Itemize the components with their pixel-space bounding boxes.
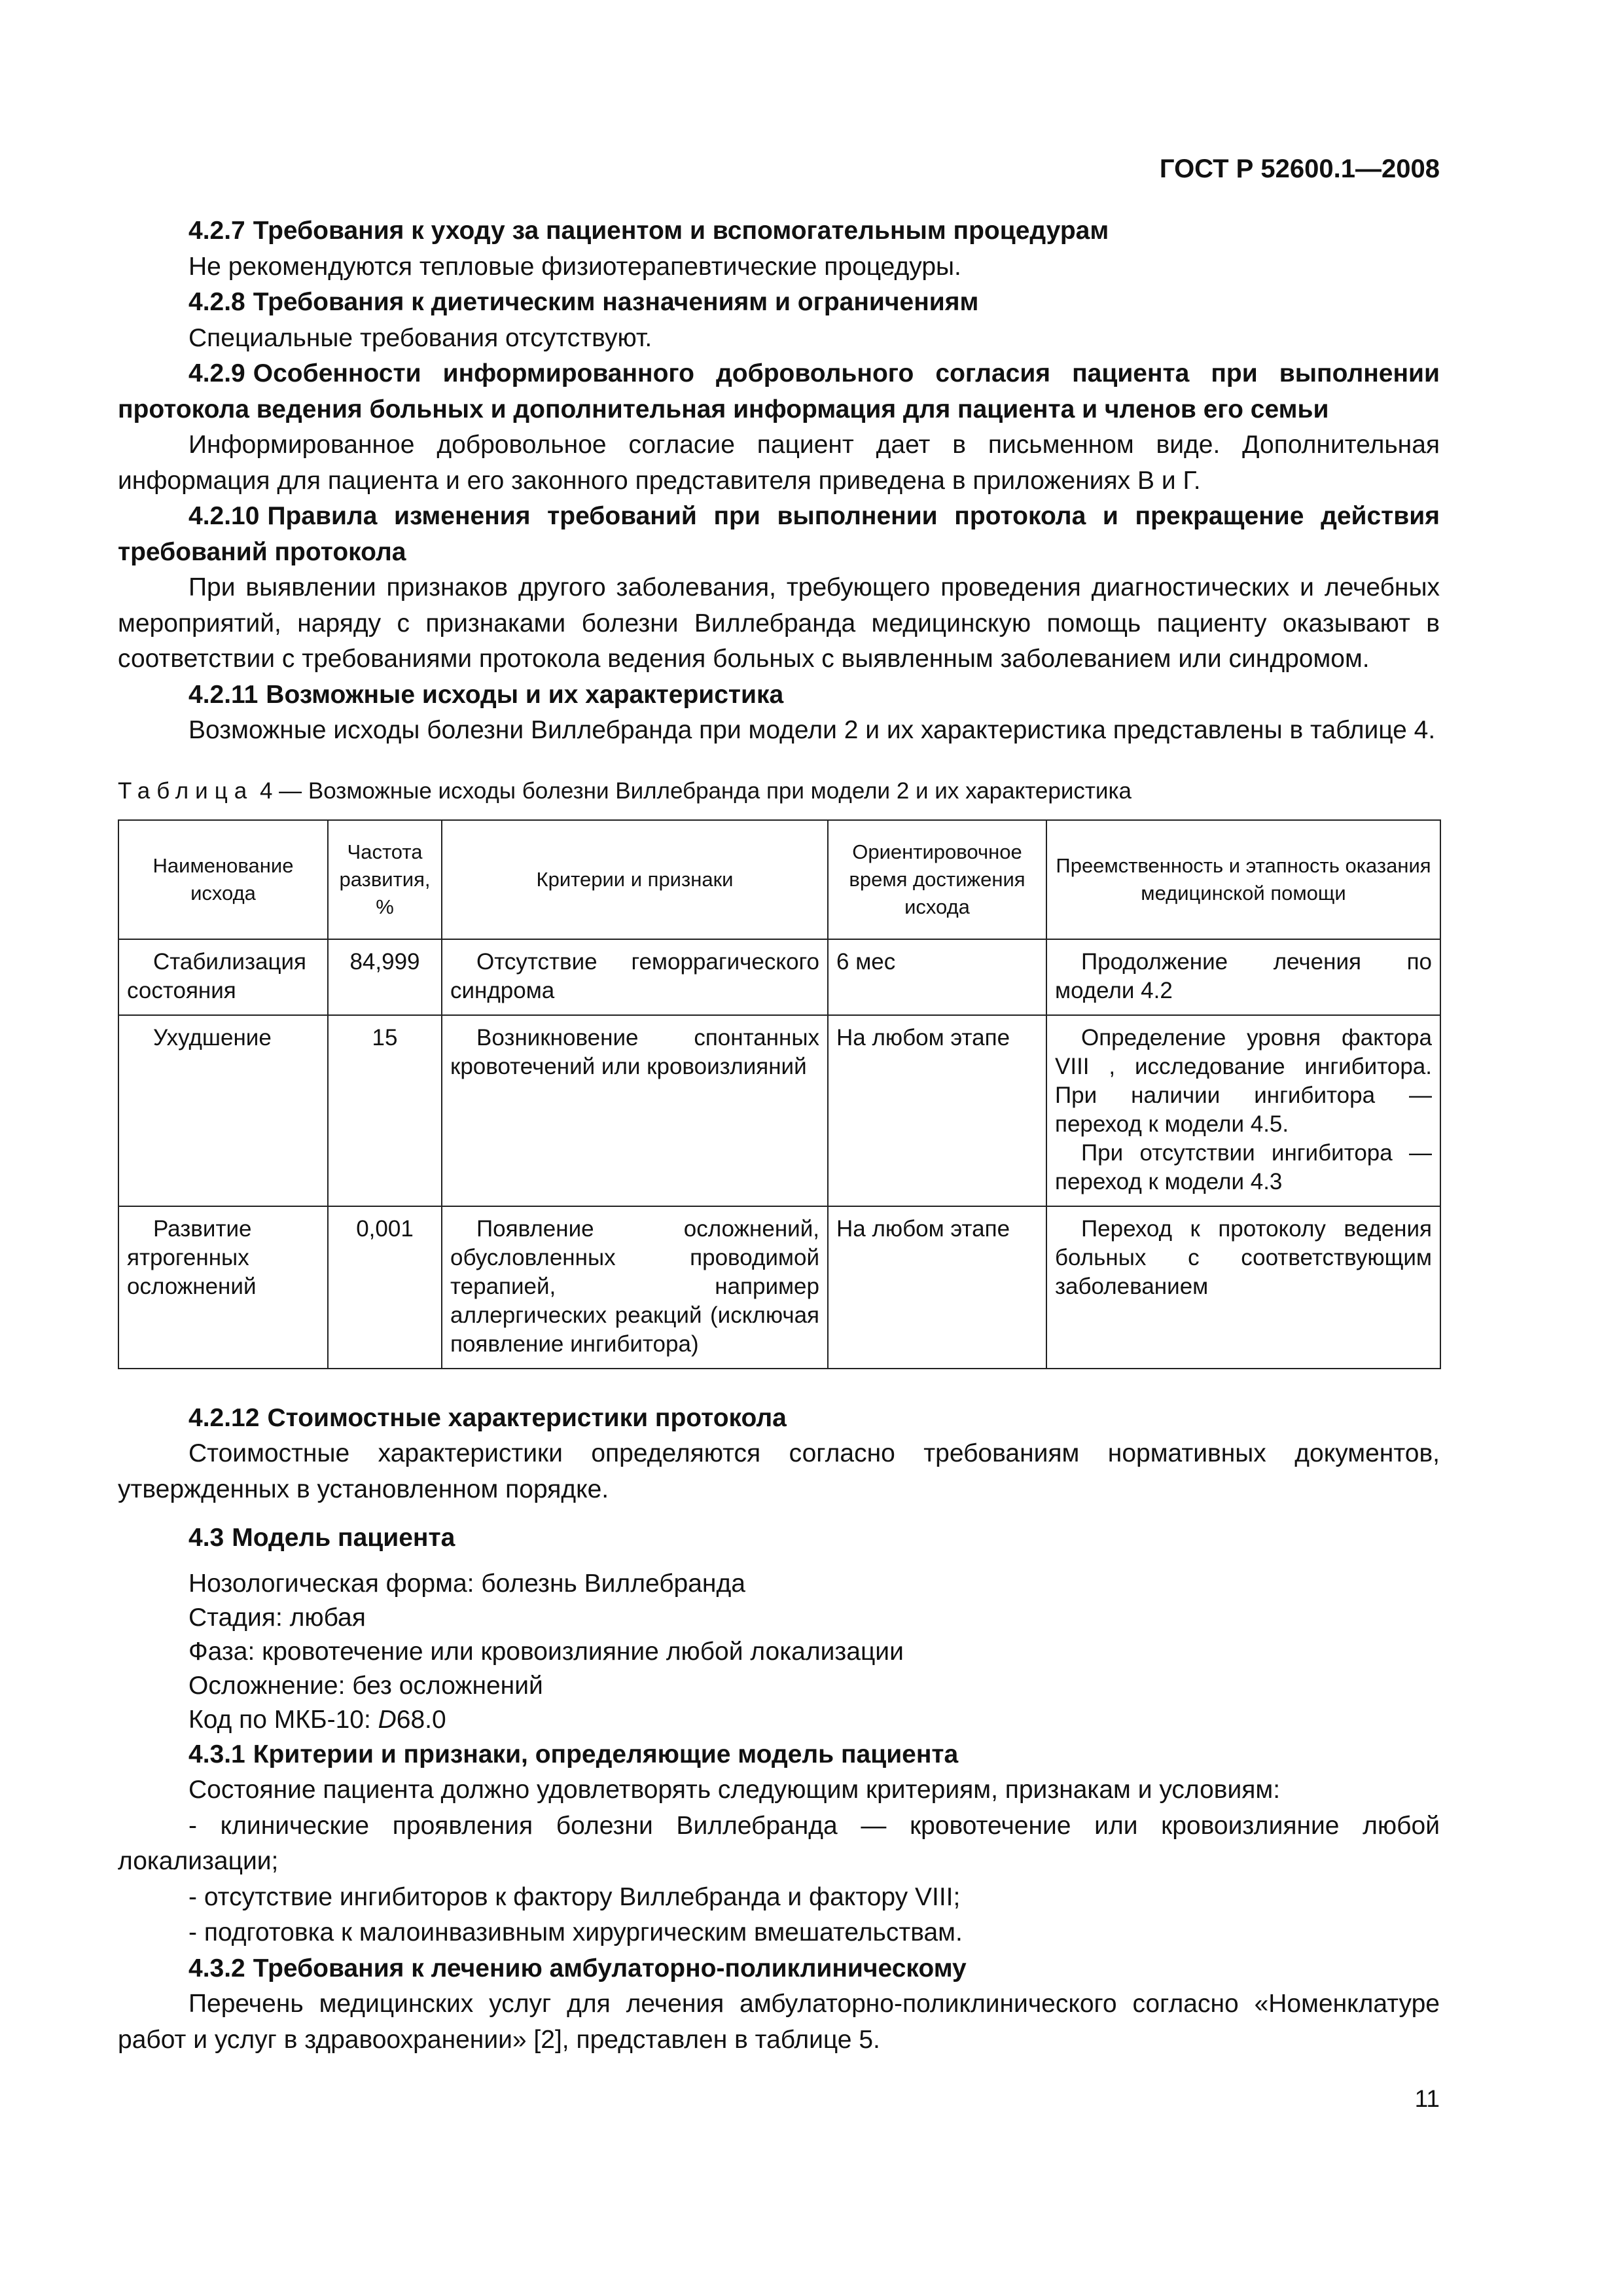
patient-model-list: [118, 1567, 1440, 1737]
section-4-2-12-text: Стоимостные характеристики определяются согласно требованиям нормативных документов, утвержденных в установленном порядке.: [118, 1439, 1440, 1503]
cell-continuity: [1046, 1015, 1440, 1206]
table-row: [118, 1206, 1440, 1369]
cell-time: На любом этапе: [828, 1015, 1046, 1206]
section-title: Правила изменения требований при выполнении протокола и прекращение действия требований протокола: [118, 502, 1440, 566]
section-number: 4.3.1: [188, 1740, 245, 1768]
icd-code-letter: D: [378, 1705, 397, 1734]
table-header-row: [118, 820, 1440, 939]
section-number: 4.2.11: [188, 680, 259, 709]
section-number: 4.2.9: [188, 359, 245, 387]
section-4-3-1-heading: [118, 1737, 1440, 1773]
section-title: Стоимостные характеристики протокола: [267, 1403, 787, 1432]
section-4-3-1-intro: Состояние пациента должно удовлетворять следующим критериям, признакам и условиям:: [188, 1776, 1281, 1804]
section-4-2-8-heading: [118, 285, 1440, 321]
model-line: Нозологическая форма: болезнь Виллебранда: [188, 1569, 745, 1598]
section-4-2-10-heading: [118, 499, 1440, 570]
section-title: Особенности информированного добровольного согласия пациента при выполнении протокола ведения больных и дополнительная информация для пациента и членов его семьи: [118, 359, 1440, 423]
cell-continuity: [1046, 939, 1440, 1015]
cell-time: На любом этапе: [828, 1206, 1046, 1369]
table-caption-text: 4 — Возможные исходы болезни Виллебранда при модели 2 и их характеристика: [253, 778, 1132, 804]
section-title: Модель пациента: [232, 1524, 455, 1552]
model-line: Осложнение: без осложнений: [188, 1671, 543, 1700]
cell-criteria: Возникновение спонтанных кровотечений или кровоизлияний: [442, 1015, 828, 1206]
model-line: Фаза: кровотечение или кровоизлияние любой локализации: [188, 1637, 904, 1666]
section-4-2-9-heading: [118, 356, 1440, 427]
section-4-2-7-heading: [118, 213, 1440, 249]
cell-time: 6 мес: [828, 939, 1046, 1015]
section-4-2-9-text: Информированное добровольное согласие пациент дает в письменном виде. Дополнительная информация для пациента и его законного представителя приведена в приложениях В и Г.: [118, 431, 1440, 495]
header-frequency: Частота развития, %: [328, 820, 442, 939]
section-4-2-12-heading: [118, 1401, 1440, 1437]
table-row: [118, 1015, 1440, 1206]
section-4-2-8-text: Специальные требования отсутствуют.: [188, 323, 652, 352]
cell-frequency: 0,001: [328, 1206, 442, 1369]
cell-outcome-name: Стабилизация состояния: [118, 939, 328, 1015]
section-title: Критерии и признаки, определяющие модель пациента: [253, 1740, 959, 1768]
section-4-3-heading: [118, 1520, 1440, 1556]
continuity-line: Определение уровня фактора VIII , исследование ингибитора. При наличии ингибитора — переход к модели 4.5.: [1055, 1024, 1432, 1137]
cell-outcome-name: Ухудшение: [118, 1015, 328, 1206]
page-number: 11: [1414, 2085, 1440, 2112]
cell-frequency: 84,999: [328, 939, 442, 1015]
cell-criteria: Появление осложнений, обусловленных проводимой терапией, например аллергических реакций (исключая появление ингибитора): [442, 1206, 828, 1369]
outcomes-table: [118, 819, 1441, 1369]
continuity-line: При отсутствии ингибитора — переход к модели 4.3: [1055, 1139, 1432, 1194]
continuity-line: Переход к протоколу ведения больных с соответствующим заболеванием: [1055, 1215, 1432, 1299]
criteria-item: - клинические проявления болезни Виллебранда — кровотечение или кровоизлияние любой локализации;: [118, 1811, 1440, 1875]
header-time: Ориентировочное время достижения исхода: [828, 820, 1046, 939]
table-4-caption: [118, 775, 1440, 808]
header-continuity: Преемственность и этапность оказания медицинской помощи: [1046, 820, 1440, 939]
section-4-2-7-text: Не рекомендуются тепловые физиотерапевтические процедуры.: [188, 252, 961, 281]
section-number: 4.2.7: [188, 217, 245, 245]
section-title: Требования к уходу за пациентом и вспомогательным процедурам: [253, 217, 1109, 245]
section-title: Возможные исходы и их характеристика: [266, 680, 784, 709]
model-line: Стадия: любая: [188, 1603, 366, 1632]
cell-frequency: 15: [328, 1015, 442, 1206]
cell-criteria: Отсутствие геморрагического синдрома: [442, 939, 828, 1015]
section-number: 4.3: [188, 1524, 224, 1552]
cell-outcome-name: Развитие ятрогенных осложнений: [118, 1206, 328, 1369]
section-number: 4.2.12: [188, 1403, 260, 1432]
document-page: [118, 151, 1440, 2058]
section-number: 4.2.10: [188, 502, 260, 530]
table-row: [118, 939, 1440, 1015]
header-outcome-name: Наименование исхода: [118, 820, 328, 939]
section-title: Требования к диетическим назначениям и ограничениям: [253, 288, 979, 316]
cell-continuity: [1046, 1206, 1440, 1369]
section-4-3-2-text: Перечень медицинских услуг для лечения амбулаторно-поликлинического согласно «Номенклатуре работ и услуг в здравоохранении» [2], представлен в таблице 5.: [118, 1990, 1440, 2054]
section-number: 4.3.2: [188, 1954, 245, 1982]
section-4-3-2-heading: [118, 1951, 1440, 1987]
icd-code-label: Код по МКБ-10:: [188, 1705, 378, 1734]
criteria-item: - подготовка к малоинвазивным хирургическим вмешательствам.: [188, 1918, 963, 1946]
section-number: 4.2.8: [188, 288, 245, 316]
section-4-2-10-text: При выявлении признаков другого заболевания, требующего проведения диагностических и лечебных мероприятий, наряду с признаками болезни Виллебранда медицинскую помощь пациенту оказывают в соответствии с требованиями протокола ведения больных с выявленным заболеванием или синдромом.: [118, 573, 1440, 673]
header-criteria: Критерии и признаки: [442, 820, 828, 939]
document-code: ГОСТ Р 52600.1—2008: [1159, 154, 1440, 183]
icd-code-line: [118, 1703, 1440, 1737]
section-4-2-11-heading: [118, 677, 1440, 713]
criteria-item: - отсутствие ингибиторов к фактору Виллебранда и фактору VIII;: [188, 1882, 961, 1911]
section-4-2-11-text: Возможные исходы болезни Виллебранда при модели 2 и их характеристика представлены в таблице 4.: [188, 716, 1436, 744]
continuity-line: Продолжение лечения по модели 4.2: [1055, 948, 1432, 1003]
table-caption-word: Таблица: [118, 778, 254, 804]
icd-code-number: 68.0: [396, 1705, 446, 1734]
section-title: Требования к лечению амбулаторно-поликлиническому: [253, 1954, 967, 1982]
